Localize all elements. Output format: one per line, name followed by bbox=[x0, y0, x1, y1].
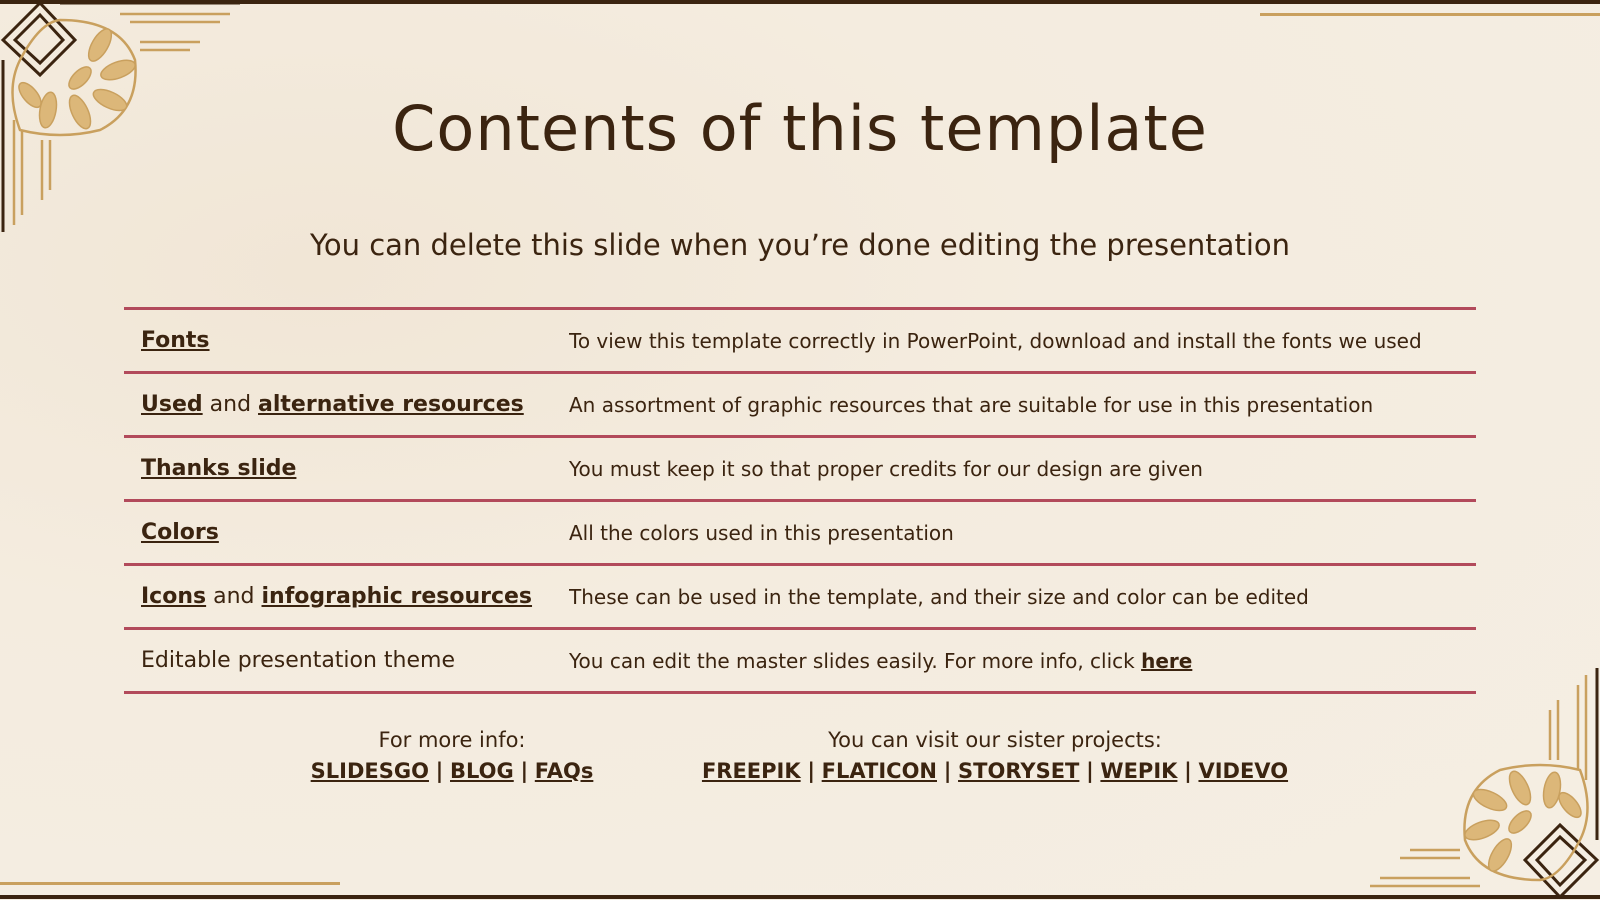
thanks-slide-link[interactable]: Thanks slide bbox=[141, 456, 297, 481]
contents-table bbox=[124, 307, 1476, 694]
sister-projects-label: You can visit our sister projects: bbox=[828, 728, 1162, 752]
wepik-link[interactable]: WEPIK bbox=[1100, 759, 1178, 783]
more-info-label: For more info: bbox=[378, 728, 526, 752]
gold-accent-line-top bbox=[1260, 13, 1600, 16]
separator: | bbox=[520, 759, 529, 783]
freepik-link[interactable]: FREEPIK bbox=[701, 759, 801, 783]
faqs-link[interactable]: FAQs bbox=[534, 759, 594, 783]
colors-link[interactable]: Colors bbox=[141, 520, 219, 545]
gold-accent-line-bottom bbox=[0, 882, 340, 885]
top-border-line bbox=[0, 0, 1600, 4]
page-subtitle: You can delete this slide when you’re done editing the presentation bbox=[309, 228, 1290, 262]
row-title bbox=[124, 648, 569, 673]
row-title bbox=[124, 584, 569, 609]
more-info-links bbox=[300, 756, 604, 787]
table-row bbox=[124, 307, 1476, 371]
ornamental-flower-corner-icon bbox=[1360, 660, 1600, 900]
here-link[interactable]: here bbox=[1141, 648, 1193, 673]
row-description: To view this template correctly in PowerPoint, download and install the fonts we used bbox=[569, 328, 1422, 353]
row-description: All the colors used in this presentation bbox=[569, 520, 954, 545]
table-row bbox=[124, 563, 1476, 627]
page-title: Contents of this template bbox=[392, 92, 1208, 165]
slidesgo-link[interactable]: SLIDESGO bbox=[310, 759, 429, 783]
separator: | bbox=[1086, 759, 1094, 783]
sister-projects-links bbox=[700, 756, 1290, 787]
alternative-resources-link[interactable]: alternative resources bbox=[258, 392, 524, 417]
joiner-text: and bbox=[213, 584, 255, 609]
table-row bbox=[124, 627, 1476, 694]
sister-projects-footer bbox=[700, 725, 1290, 787]
row-title bbox=[124, 520, 569, 545]
blog-link[interactable]: BLOG bbox=[450, 759, 514, 783]
row-description: You must keep it so that proper credits for our design are given bbox=[569, 456, 1203, 481]
more-info-footer bbox=[300, 725, 604, 787]
row-description: An assortment of graphic resources that are suitable for use in this presentation bbox=[569, 392, 1374, 417]
row-description bbox=[569, 649, 1476, 673]
table-row bbox=[124, 435, 1476, 499]
used-resources-link[interactable]: Used bbox=[141, 392, 203, 417]
videvo-link[interactable]: VIDEVO bbox=[1198, 759, 1289, 783]
row-title bbox=[124, 392, 569, 417]
row-title bbox=[124, 328, 569, 353]
separator: | bbox=[943, 759, 952, 783]
separator: | bbox=[807, 759, 815, 783]
separator: | bbox=[1184, 759, 1192, 783]
row-description: These can be used in the template, and their size and color can be edited bbox=[569, 584, 1309, 609]
icons-link[interactable]: Icons bbox=[141, 584, 207, 609]
flaticon-link[interactable]: FLATICON bbox=[821, 759, 937, 783]
table-row bbox=[124, 371, 1476, 435]
joiner-text: and bbox=[209, 392, 252, 417]
table-row bbox=[124, 499, 1476, 563]
separator: | bbox=[435, 759, 444, 783]
row-title bbox=[124, 456, 569, 481]
editable-theme-text: Editable presentation theme bbox=[141, 648, 456, 673]
row-description-text: You can edit the master slides easily. For more info, click bbox=[569, 648, 1135, 673]
storyset-link[interactable]: STORYSET bbox=[958, 759, 1080, 783]
fonts-link[interactable]: Fonts bbox=[141, 328, 210, 353]
infographic-resources-link[interactable]: infographic resources bbox=[261, 584, 533, 609]
